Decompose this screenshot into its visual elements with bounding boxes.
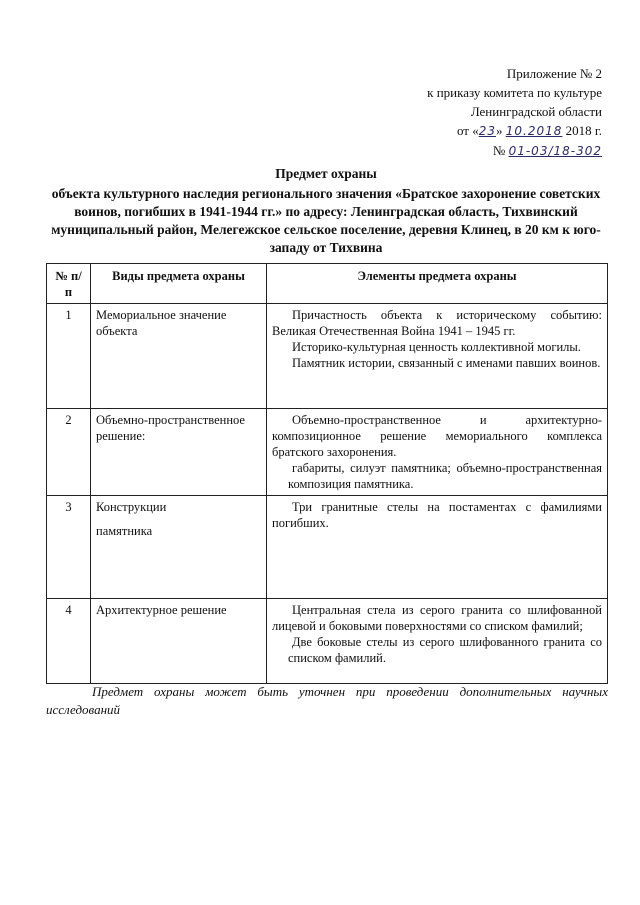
table-row bbox=[47, 496, 608, 599]
row-kind: Архитектурное решение bbox=[91, 599, 267, 684]
appendix-number: Приложение № 2 bbox=[506, 66, 602, 81]
table-header-row bbox=[47, 264, 608, 304]
table-row bbox=[47, 409, 608, 496]
row-num: 3 bbox=[47, 496, 91, 599]
row-num: 4 bbox=[47, 599, 91, 684]
table-row bbox=[47, 304, 608, 409]
appendix-region: Ленинградской области bbox=[470, 104, 602, 119]
handwritten-order-number: 01-03/18-302 bbox=[508, 144, 602, 158]
header-kinds: Виды предмета охраны bbox=[91, 264, 267, 304]
row-elements: Причастность объекта к историческому событию: Великая Отечественная Война 1941 – 1945 гг. Историко-культурная ценность коллективной могилы. Памятник истории, связанный с именами павших воинов. bbox=[267, 304, 608, 409]
table-row bbox=[47, 599, 608, 684]
row-kind: Объемно-пространственное решение: bbox=[91, 409, 267, 496]
row-num: 2 bbox=[47, 409, 91, 496]
header-elements: Элементы предмета охраны bbox=[267, 264, 608, 304]
title-subtitle: объекта культурного наследия регионального значения «Братское захоронение советских воинов, погибших в 1941-1944 гг.» по адресу: Ленинградская область, Тихвинский муниципальный район, Мелегежское сельское поселение, деревня Клинец, в 20 км к юго-западу от Тихвина bbox=[51, 186, 601, 255]
row-elements: Объемно-пространственное и архитектурно-композиционное решение мемориального комплекса братского захоронения. габариты, силуэт памятника; объемно-пространственная композиция памятника. bbox=[267, 409, 608, 496]
footnote: Предмет охраны может быть уточнен при проведении дополнительных научных исследований bbox=[46, 684, 608, 717]
row-kind: Конструкции памятника bbox=[91, 496, 267, 599]
row-elements: Три гранитные стелы на постаментах с фамилиями погибших. bbox=[267, 496, 608, 599]
handwritten-day: 23 bbox=[478, 124, 496, 138]
row-elements: Центральная стела из серого гранита со шлифованной лицевой и боковыми поверхностями со списком фамилий; Две боковые стелы из серого шлифованного гранита со списком фамилий. bbox=[267, 599, 608, 684]
title-main: Предмет охраны bbox=[275, 166, 377, 181]
document-title bbox=[46, 165, 606, 257]
protection-table bbox=[46, 263, 608, 684]
appendix-header bbox=[427, 64, 602, 161]
row-kind: Мемориальное значение объекта bbox=[91, 304, 267, 409]
appendix-order-ref: к приказу комитета по культуре bbox=[427, 85, 602, 100]
appendix-order-number: № 01-03/18-302 bbox=[492, 143, 602, 158]
header-num: № п/п bbox=[47, 264, 91, 304]
appendix-date: от «23» 10.2018 2018 г. bbox=[456, 123, 602, 138]
handwritten-month: 10.2018 bbox=[505, 124, 563, 138]
row-num: 1 bbox=[47, 304, 91, 409]
